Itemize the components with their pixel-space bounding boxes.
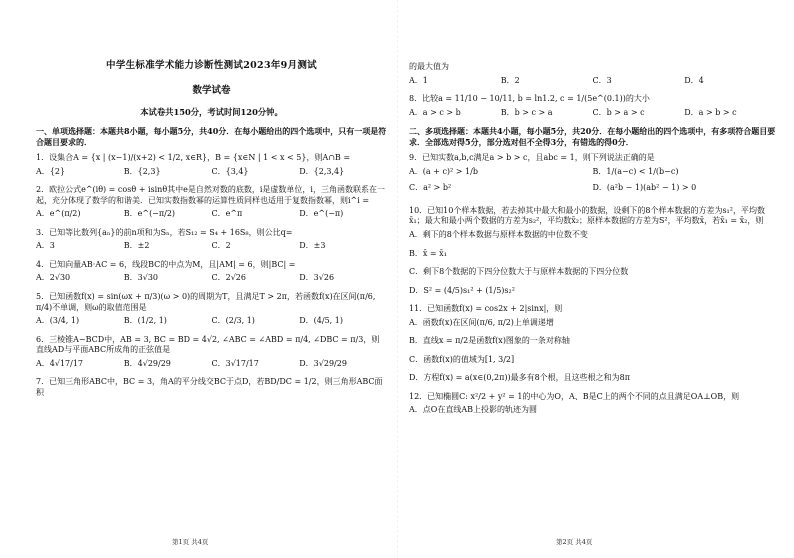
option-b: B．3√30 (123, 273, 158, 283)
question-stem: 1．设集合A = {x | (x−1)/(x+2) < 1/2, x∈R}，B = {x∈N | 1 < x < 5}，则A∩B = (36, 153, 351, 163)
option-d: D．a > b > c (684, 107, 737, 117)
exam-subject: 数学试卷 (192, 84, 231, 96)
question-stem: 5．已知函数f(x) = sin(ωx + π/3)(ω > 0)的周期为T，且满足T > 2π，若函数f(x)在区间(π/6, π/4)不单调，则ω的取值范围是 (36, 292, 376, 312)
question-options (409, 405, 776, 416)
question-1 (36, 153, 387, 177)
page-footer-right: 第2页 共4页 (556, 538, 593, 546)
option-a: A．剩下的8个样本数据与原样本数据的中位数不变 (409, 230, 588, 240)
option-b: B．e^(−π/2) (123, 209, 176, 219)
option-d: D．S² = (4/5)s₁² + (1/5)s₂² (409, 285, 515, 295)
option-b: B．b > c > a (500, 107, 553, 117)
question-9 (409, 153, 776, 200)
option-c: C．3√17/17 (211, 358, 259, 368)
option-c: C．3 (592, 75, 612, 85)
question-options (409, 108, 776, 119)
question-options (36, 167, 387, 178)
question-options (36, 209, 387, 220)
option-a: A．函数f(x)在区间(π/6, π/2)上单调递增 (409, 317, 554, 327)
question-stem: 4．已知向量AB·AC = 6，线段BC的中点为M，且|AM| = 6，则|BC| = (36, 259, 296, 269)
question-10 (409, 206, 776, 296)
question-options (36, 241, 387, 252)
question-options (36, 359, 387, 370)
option-a: A．2√30 (36, 273, 71, 283)
exam-title: 中学生标准学术能力诊断性测试2023年9月测试 (106, 60, 317, 71)
question-12 (409, 392, 776, 416)
question-options (409, 230, 776, 296)
exam-info: 本试卷共150分，考试时间120分钟。 (140, 107, 283, 118)
option-a: A．(3/4, 1) (36, 316, 80, 326)
section1-heading: 一、单项选择题：本题共8小题，每小题5分，共40分．在每小题给出的四个选项中，只有一项是符合题目要求的． (36, 126, 387, 147)
question-stem: 2．欧拉公式e^(iθ) = cosθ + isinθ其中e是自然对数的底数，i是虚数单位，i，三角函数联系在一起，充分体现了数学的和谐美．已知实数指数幂的运算性质同样也适用于复数指数幂，则i^i = (36, 185, 385, 205)
option-b: B．(1/2, 1) (123, 316, 167, 326)
section2-heading: 二、多项选择题：本题共4小题，每小题5分，共20分．在每小题给出的四个选项中，有多项符合题目要求．全部选对得5分，部分选对但不全得3分，有错选的得0分． (409, 126, 776, 147)
option-a: A．(a + c)² > 1/b (409, 166, 478, 176)
question-5 (36, 292, 387, 327)
option-b: B．直线x = π/2是函数f(x)图象的一条对称轴 (409, 336, 570, 346)
option-b: B．±2 (123, 241, 150, 251)
right-column (397, 0, 794, 558)
option-a: A．点O在直线AB上投影的轨迹为圆 (409, 405, 537, 415)
question-stem: 8．比较a = 11/10 − 10/11, b = ln1.2, c = 1/(5e^(0.1))的大小 (409, 94, 650, 104)
option-a: A．{2} (36, 166, 66, 176)
question-11 (409, 304, 776, 384)
option-c: C．e^π (211, 209, 243, 219)
option-b: B．2 (500, 75, 520, 85)
option-b: B．4√29/29 (123, 358, 171, 368)
question-stem: 3．已知等比数列{aₙ}的前n项和为Sₙ，若S₁₂ = S₄ + 16S₈，则公比q= (36, 227, 293, 237)
option-d: D．{2,3,4} (299, 166, 345, 176)
question-stem: 9．已知实数a,b,c满足a > b > c，且abc = 1，则下列说法正确的是 (409, 153, 655, 163)
question-2 (36, 185, 387, 220)
option-d: D．方程f(x) = a(x∈(0,2π))最多有8个根，且这些根之和为8π (409, 373, 631, 383)
question-8 (409, 94, 776, 118)
option-d: D．±3 (299, 241, 326, 251)
question-stem: 12．已知椭圆C: x²/2 + y² = 1的中心为O，A、B是C上的两个不同的点且满足OA⊥OB，则 (409, 391, 740, 401)
option-c: C．(2/3, 1) (211, 316, 255, 326)
option-a: A．e^(π/2) (36, 209, 81, 219)
question-6 (36, 335, 387, 370)
question-stem: 10．已知10个样本数据，若去掉其中最大和最小的数据，设剩下的8个样本数据的方差为s₁²，平均数x̄₁；最大和最小两个数据的方差为s₂²，平均数x̄₂；原样本数据的方差为S²，平均数x̄，若x̄₁ = x̄₂，则 (409, 205, 765, 226)
option-d: D．e^(−π) (299, 209, 344, 219)
option-c: C．a² > b² (409, 183, 452, 193)
option-c: C．2 (211, 241, 231, 251)
option-d: D．3√26 (299, 273, 335, 283)
question-7-tail: 的最大值为 (409, 62, 449, 71)
option-d: D．4 (684, 75, 704, 85)
option-c: C．{3,4} (211, 166, 249, 176)
question-stem: 6．三棱锥A−BCD中，AB = 3, BC = BD = 4√2, ∠ABC = ∠ABD = π/4, ∠DBC = π/3，则直线AD与平面ABC所成角的正弦值是 (36, 334, 380, 355)
question-options (36, 273, 387, 284)
option-a: A．a > c > b (409, 107, 461, 117)
question-options (409, 167, 776, 200)
option-a: A．3 (36, 241, 55, 251)
option-b: B．1/(a−c) < 1/(b−c) (592, 166, 679, 176)
question-stem: 11．已知函数f(x) = cos2x + 2|sinx|，则 (409, 304, 563, 314)
option-b: B．{2,3} (123, 166, 161, 176)
option-c: C．b > a > c (592, 107, 645, 117)
page-footer-left: 第1页 共4页 (172, 538, 209, 546)
option-a: A．4√17/17 (36, 358, 84, 368)
option-a: A．1 (409, 75, 428, 85)
question-7-options (409, 76, 776, 87)
question-stem: 7．已知三角形ABC中，BC = 3，角A的平分线交BC于点D，若BD/DC = 1/2，则三角形ABC面积 (36, 377, 383, 397)
option-b: B．x̄ = x̄₁ (409, 248, 447, 258)
question-7 (36, 377, 387, 398)
option-d: D．(a²b − 1)(ab² − 1) > 0 (592, 183, 697, 193)
question-4 (36, 260, 387, 284)
option-c: C．剩下8个数据的下四分位数大于与原样本数据的下四分位数 (409, 267, 629, 277)
option-c: C．函数f(x)的值域为[1, 3/2] (409, 354, 515, 364)
option-d: D．3√29/29 (299, 358, 347, 368)
question-3 (36, 228, 387, 252)
option-d: D．(4/5, 1) (299, 316, 343, 326)
option-c: C．2√26 (211, 273, 246, 283)
question-options (36, 316, 387, 327)
question-options (409, 318, 776, 384)
